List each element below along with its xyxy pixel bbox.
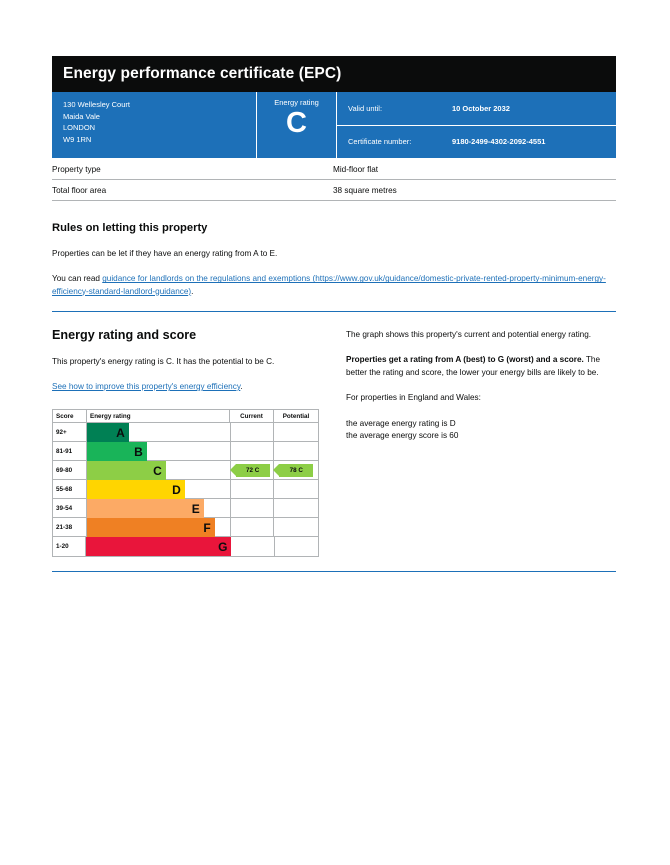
rules-paragraph: Properties can be let if they have an energy rating from A to E.	[52, 249, 278, 258]
band-current-cell-d	[231, 480, 275, 498]
band-current-cell-c	[231, 461, 275, 479]
valid-until-row	[337, 92, 616, 126]
england-wales-intro: For properties in England and Wales:	[346, 393, 481, 403]
band-bar-c	[87, 461, 166, 480]
property-address	[52, 92, 256, 158]
certificate-number-value: 9180-2499-4302-2092-4551	[452, 137, 546, 147]
energy-rating-letter: C	[286, 107, 307, 139]
band-current-cell-e	[231, 499, 275, 517]
rules-section	[52, 222, 616, 298]
band-score-d: 55-68	[53, 480, 87, 498]
graph-header-row	[53, 410, 318, 423]
band-letter-c: C	[153, 463, 162, 478]
graph-body	[53, 423, 318, 556]
rating-scale-bold: Properties get a rating from A (best) to G (worst) and a score.	[346, 355, 584, 365]
page-title: Energy performance certificate (EPC)	[63, 65, 342, 82]
band-bar-cell-e	[87, 499, 231, 517]
property-type-value: Mid-floor flat	[333, 164, 379, 174]
band-bar-cell-g	[86, 537, 231, 556]
graph-explainer-paragraph: The graph shows this property's current and potential energy rating.	[346, 329, 592, 339]
graph-col-energy-rating: Energy rating	[87, 410, 230, 422]
band-bar-b	[87, 442, 147, 461]
band-potential-cell-f	[274, 518, 318, 536]
band-letter-f: F	[203, 520, 211, 535]
band-letter-g: G	[218, 539, 228, 554]
certificate-number-row	[337, 126, 616, 159]
graph-col-current: Current	[230, 410, 274, 422]
current-rating-pointer: 72 C	[236, 464, 270, 477]
epc-document	[52, 56, 616, 572]
address-line-2: Maida Vale	[63, 111, 100, 121]
graph-band-c	[53, 461, 318, 480]
summary-band	[52, 92, 616, 158]
band-bar-f	[87, 518, 215, 537]
band-bar-cell-b	[87, 442, 231, 460]
address-line-3: LONDON	[63, 123, 96, 133]
rules-read-suffix: .	[191, 286, 194, 296]
band-potential-cell-b	[274, 442, 318, 460]
ers-left-column	[52, 328, 346, 558]
band-bar-cell-d	[87, 480, 231, 498]
band-bar-cell-f	[87, 518, 231, 536]
potential-rating-pointer: 78 C	[279, 464, 313, 477]
document-title-bar	[52, 56, 616, 92]
rating-scale-paragraph	[346, 354, 616, 379]
improve-efficiency-paragraph	[52, 381, 330, 393]
band-bar-d	[87, 480, 185, 499]
graph-band-b	[53, 442, 318, 461]
valid-until-label: Valid until:	[348, 103, 383, 113]
band-potential-cell-e	[274, 499, 318, 517]
address-line-4: W9 1RN	[63, 134, 92, 144]
energy-rating-label: Energy rating	[274, 98, 319, 107]
ers-heading: Energy rating and score	[52, 327, 197, 342]
rules-guidance-paragraph	[52, 273, 616, 298]
band-current-cell-f	[231, 518, 275, 536]
total-floor-area-label: Total floor area	[52, 185, 107, 195]
graph-band-e	[53, 499, 318, 518]
rules-read-prefix: You can read	[52, 274, 103, 284]
divider	[52, 311, 616, 312]
energy-rating-badge	[256, 92, 337, 158]
graph-col-potential: Potential	[282, 412, 310, 420]
table-row	[52, 159, 616, 180]
improve-efficiency-link[interactable]: See how to improve this property's energy efficiency	[52, 382, 241, 392]
improve-link-suffix: .	[240, 382, 243, 392]
certificate-meta	[337, 92, 616, 158]
property-type-label: Property type	[52, 164, 101, 174]
average-energy-score: the average energy score is 60	[346, 431, 459, 441]
band-current-cell-g	[231, 537, 274, 556]
graph-band-d	[53, 480, 318, 499]
band-potential-cell-c	[274, 461, 318, 479]
graph-band-f	[53, 518, 318, 537]
band-score-g: 1-20	[53, 537, 86, 556]
rating-scale-rest: The better the rating and score, the lower your energy bills are likely to be.	[346, 355, 601, 377]
band-score-c: 69-80	[53, 461, 87, 479]
band-score-b: 81-91	[53, 442, 87, 460]
graph-band-g	[53, 537, 318, 556]
band-bar-g	[86, 537, 231, 556]
ers-right-column	[346, 328, 616, 558]
ers-paragraph: This property's energy rating is C. It has the potential to be C.	[52, 356, 275, 366]
band-potential-cell-g	[275, 537, 318, 556]
landlord-guidance-link[interactable]: guidance for landlords on the regulations and exemptions (https://www.gov.uk/guidance/domestic-private-rented-property-minimum-energy-efficiency-standard-landlord-guidance)	[52, 274, 606, 296]
band-letter-d: D	[172, 482, 181, 497]
band-letter-b: B	[134, 444, 143, 459]
band-bar-cell-a	[87, 423, 231, 441]
band-score-e: 39-54	[53, 499, 87, 517]
band-current-cell-a	[231, 423, 275, 441]
divider-bottom	[52, 571, 616, 572]
rules-heading: Rules on letting this property	[52, 222, 208, 234]
band-bar-cell-c	[87, 461, 231, 479]
band-potential-cell-a	[274, 423, 318, 441]
band-score-a: 92+	[53, 423, 87, 441]
graph-col-score: Score	[53, 410, 87, 422]
band-current-cell-b	[231, 442, 275, 460]
valid-until-value: 10 October 2032	[452, 103, 510, 113]
epc-rating-graph	[52, 409, 319, 557]
band-bar-a	[87, 423, 129, 442]
band-potential-cell-d	[274, 480, 318, 498]
graph-band-a	[53, 423, 318, 442]
table-row	[52, 180, 616, 201]
band-letter-a: A	[116, 425, 125, 440]
property-details-table	[52, 159, 616, 201]
energy-rating-and-score-section	[52, 328, 616, 558]
address-line-1: 130 Wellesley Court	[63, 100, 130, 109]
certificate-number-label: Certificate number:	[348, 137, 412, 147]
band-bar-e	[87, 499, 204, 518]
band-letter-e: E	[191, 501, 200, 516]
average-energy-rating: the average energy rating is D	[346, 418, 456, 428]
total-floor-area-value: 38 square metres	[333, 185, 397, 195]
band-score-f: 21-38	[53, 518, 87, 536]
